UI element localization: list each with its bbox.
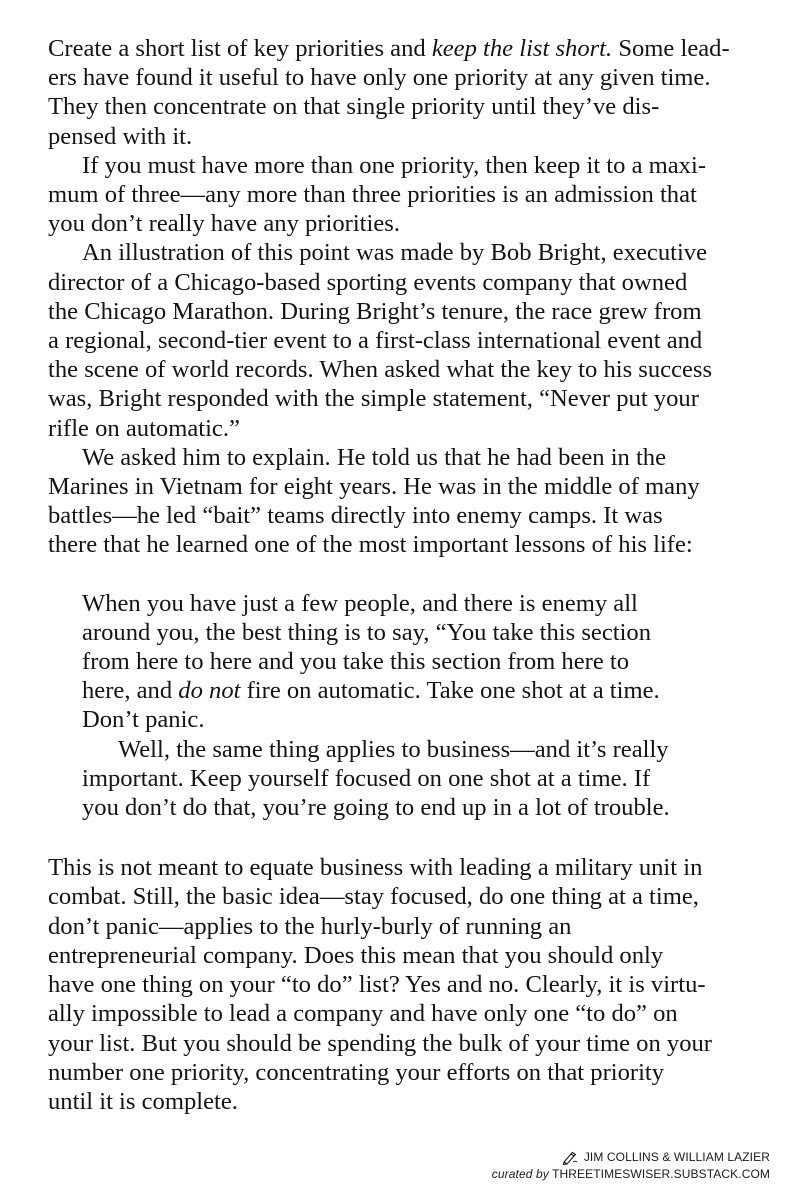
text-line: until it is complete.	[48, 1087, 238, 1115]
curator-credit	[492, 1166, 770, 1183]
text-line: battles—he led “bait” teams directly into enemy camps. It was	[48, 502, 663, 530]
curated-by-label: curated by	[491, 1167, 549, 1181]
text-line: This is not meant to equate business with leading a military unit in	[48, 854, 703, 882]
text-line: entrepreneurial company. Does this mean that you should only	[48, 941, 664, 969]
site-link[interactable]: THREETIMESWISER.SUBSTACK.COM	[552, 1167, 770, 1181]
text-line: was, Bright responded with the simple statement, “Never put your	[48, 385, 699, 413]
text-line: you don’t really have any priorities.	[48, 210, 400, 238]
emphasis-text: keep the list short.	[431, 35, 613, 62]
text-line: a regional, second-tier event to a first-class international event and	[48, 327, 703, 355]
book-page-text	[48, 34, 748, 1116]
quote-line: from here to here and you take this section from here to	[82, 648, 630, 676]
text-line: there that he learned one of the most important lessons of his life:	[48, 531, 693, 559]
quote-line: Well, the same thing applies to business—and it’s really	[118, 735, 669, 763]
text-line: don’t panic—applies to the hurly-burly of running an	[48, 912, 572, 940]
quote-line: Don’t panic.	[82, 706, 205, 734]
text-line: ally impossible to lead a company and have only one “to do” on	[48, 1000, 678, 1028]
paragraph-conclusion	[48, 853, 748, 1116]
pen-icon	[562, 1151, 578, 1165]
author-credit	[492, 1149, 770, 1166]
text-line: the scene of world records. When asked what the key to his success	[48, 356, 713, 384]
paragraph-priorities	[48, 34, 748, 151]
text-line: the Chicago Marathon. During Bright’s tenure, the race grew from	[48, 297, 702, 325]
quote-line: you don’t do that, you’re going to end up in a lot of trouble.	[82, 794, 670, 822]
quote-line: important. Keep yourself focused on one shot at a time. If	[82, 764, 651, 792]
text-line: number one priority, concentrating your efforts on that priority	[48, 1058, 665, 1086]
quote-line: around you, the best thing is to say, “You take this section	[82, 618, 652, 646]
text-line: rifle on automatic.”	[48, 414, 240, 442]
text-line: your list. But you should be spending the bulk of your time on your	[48, 1029, 712, 1057]
text-line: We asked him to explain. He told us that he had been in the	[82, 443, 667, 471]
text-line: combat. Still, the basic idea—stay focused, do one thing at a time,	[48, 883, 699, 911]
block-quote	[48, 589, 748, 823]
text-line: mum of three—any more than three priorities is an admission that	[48, 181, 697, 209]
text-line: Marines in Vietnam for eight years. He was in the middle of many	[48, 473, 700, 501]
text-line: An illustration of this point was made by Bob Bright, executive	[82, 239, 708, 267]
text-line: ers have found it useful to have only one priority at any given time.	[48, 64, 711, 92]
author-names: JIM COLLINS & WILLIAM LAZIER	[583, 1150, 770, 1164]
text-line: have one thing on your “to do” list? Yes and no. Clearly, it is virtu-	[48, 971, 706, 999]
text-line: They then concentrate on that single priority until they’ve dis-	[48, 93, 660, 121]
paragraph-bob-bright	[48, 238, 748, 442]
paragraph-explanation	[48, 443, 748, 560]
text-line: pensed with it.	[48, 122, 193, 150]
text-line: Create a short list of key priorities and keep the list short. Some lead-	[48, 35, 730, 62]
quote-line: When you have just a few people, and there is enemy all	[82, 589, 638, 617]
text-line: director of a Chicago-based sporting events company that owned	[48, 268, 688, 296]
text-line: If you must have more than one priority, then keep it to a maxi-	[82, 151, 707, 179]
paragraph-max-three	[48, 151, 748, 239]
attribution-footer	[492, 1149, 770, 1183]
quote-line: here, and do not fire on automatic. Take one shot at a time.	[82, 677, 660, 705]
emphasis-text: do not	[178, 677, 241, 705]
